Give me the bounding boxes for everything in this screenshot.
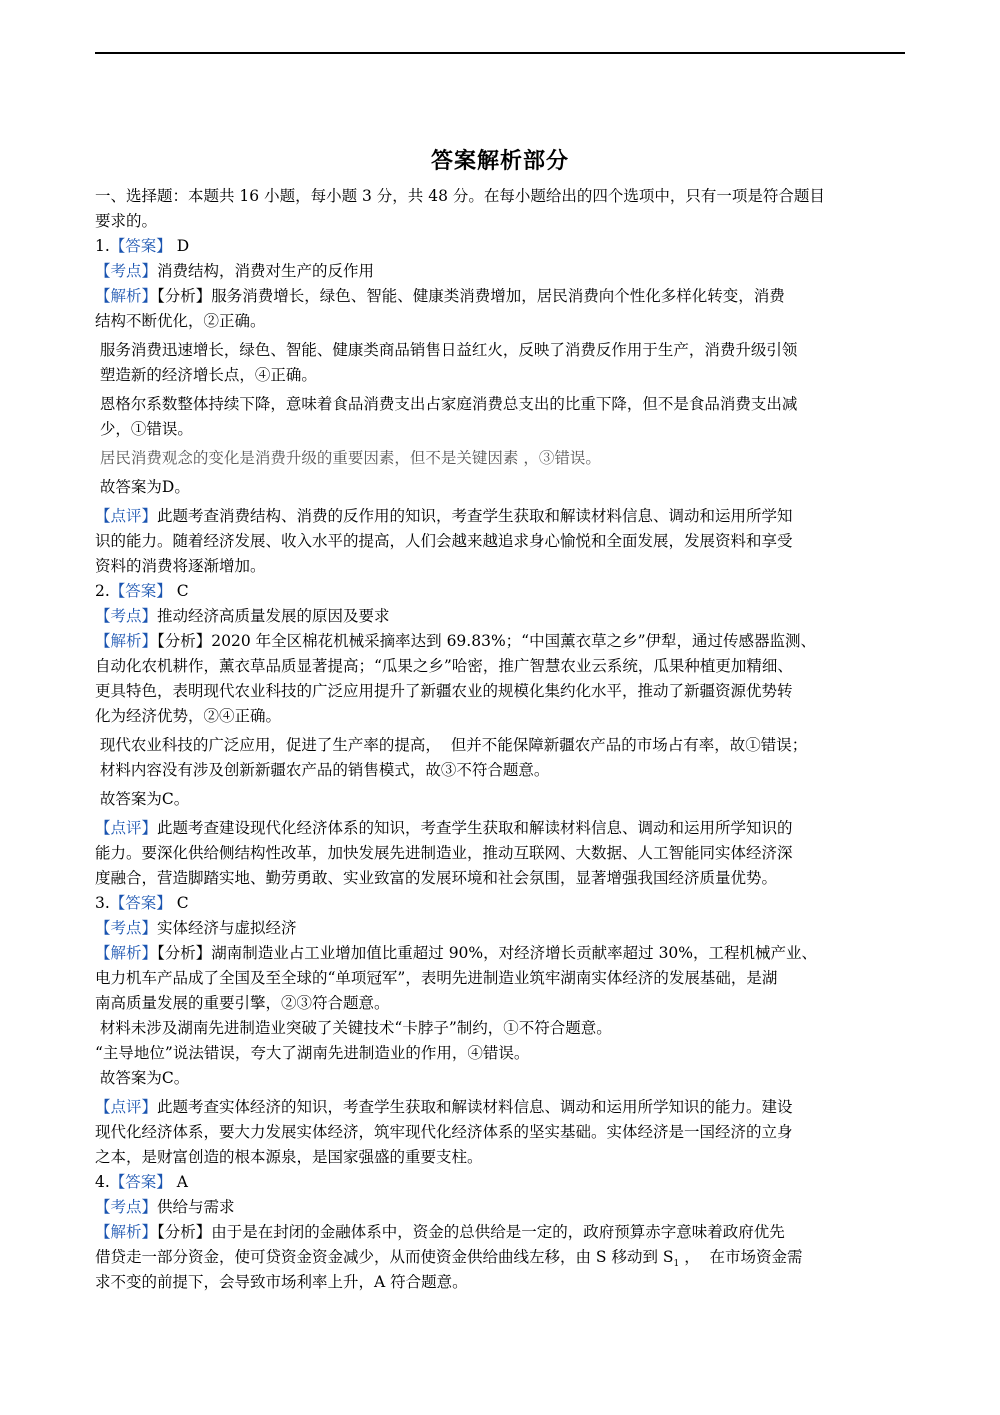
q1-analysis-line: 服务消费迅速增长，绿色、智能、健康类商品销售日益红火，反映了消费反作用于生产，消费升级引领 [95,341,798,359]
kaodian-tag: 【考点】 [95,1198,158,1216]
q3-jiexi-text: 【分析】湖南制造业占工业增加值比重超过 90%，对经济增长贡献率超过 30%，工程机械产业、 [157,944,818,962]
section-heading-line: 要求的。 [95,212,158,230]
q3-kaodian-line [95,916,910,941]
kaodian-tag: 【考点】 [95,607,158,625]
q1-answer-line [95,234,910,259]
q1-jiexi-line [95,284,910,309]
q2-jiexi-line [95,629,910,654]
jiexi-tag: 【解析】 [95,632,158,650]
jiexi-tag: 【解析】 [95,287,158,305]
q2-dianping-text: 此题考查建设现代化经济体系的知识，考查学生获取和解读材料信息、调动和运用所学知识的 [157,819,793,837]
kaodian-tag: 【考点】 [95,919,158,937]
q4-answer-line [95,1170,910,1195]
q4-kaodian-line [95,1195,910,1220]
answer-tag: 【答案】 [109,237,172,255]
q1-analysis-line: 居民消费观念的变化是消费升级的重要因素，但不是关键因素 ，③错误。 [95,449,601,467]
q4-answer: A [171,1173,188,1191]
q1-dianping-line: 资料的消费将逐渐增加。 [95,557,266,575]
q2-analysis-line: 材料内容没有涉及创新新疆农产品的销售模式，故③不符合题意。 [95,761,550,779]
q3-kaodian: 实体经济与虚拟经济 [157,919,297,937]
dianping-tag: 【点评】 [95,507,158,525]
q2-answer: C [171,582,189,600]
q2-jiexi-line: 化为经济优势，②④正确。 [95,707,282,725]
q2-dianping-line [95,816,910,841]
q1-analysis-line: 少，①错误。 [95,420,193,438]
q2-answer-line [95,579,910,604]
q3-answer: C [171,894,189,912]
q4-jiexi-line [95,1220,910,1245]
q4-jiexi-text: ， 在市场资金需 [679,1248,803,1266]
header-rule [95,52,905,54]
section-heading-line: 一、选择题：本题共 16 小题，每小题 3 分，共 48 分。在每小题给出的四个选项中，只有一项是符合题目 [95,187,825,205]
q3-jiexi-line: 南高质量发展的重要引擎，②③符合题意。 [95,994,390,1012]
q2-number: 2. [95,582,110,600]
q2-kaodian-line [95,604,910,629]
jiexi-tag: 【解析】 [95,944,158,962]
q1-jiexi-text: 【分析】服务消费增长，绿色、智能、健康类消费增加，居民消费向个性化多样化转变，消费 [157,287,785,305]
answer-tag: 【答案】 [109,894,172,912]
answer-tag: 【答案】 [109,582,172,600]
q2-jiexi-line: 更具特色，表明现代农业科技的广泛应用提升了新疆农业的规模化集约化水平，推动了新疆资源优势转 [95,682,793,700]
q3-dianping-line: 现代化经济体系，要大力发展实体经济，筑牢现代化经济体系的坚实基础。实体经济是一国经济的立身 [95,1123,793,1141]
q3-dianping-text: 此题考查实体经济的知识，考查学生获取和解读材料信息、调动和运用所学知识的能力。建设 [157,1098,793,1116]
dianping-tag: 【点评】 [95,1098,158,1116]
document-body [95,184,910,1295]
q1-kaodian-line [95,259,910,284]
q2-conclusion: 故答案为C。 [95,790,190,808]
q4-jiexi-line [95,1245,910,1270]
q2-jiexi-text: 【分析】2020 年全区棉花机械采摘率达到 69.83%；“中国薰衣草之乡”伊犁，通过传感器监测、 [157,632,817,650]
q3-analysis-line: 材料未涉及湖南先进制造业突破了关键技术“卡脖子”制约，①不符合题意。 [95,1019,612,1037]
q1-analysis-line: 塑造新的经济增长点，④正确。 [95,366,317,384]
q3-number: 3. [95,894,110,912]
q3-conclusion: 故答案为C。 [95,1069,190,1087]
q1-dianping-text: 此题考查消费结构、消费的反作用的知识，考查学生获取和解读材料信息、调动和运用所学知 [157,507,793,525]
q1-dianping-line: 识的能力。随着经济发展、收入水平的提高，人们会越来越追求身心愉悦和全面发展，发展资料和享受 [95,532,793,550]
q1-analysis-line: 恩格尔系数整体持续下降，意味着食品消费支出占家庭消费总支出的比重下降，但不是食品消费支出减 [95,395,798,413]
q4-jiexi-text: 借贷走一部分资金，使可贷资金资金减少，从而使资金供给曲线左移，由 S 移动到 S [95,1248,674,1266]
kaodian-tag: 【考点】 [95,262,158,280]
q3-jiexi-line: 电力机车产品成了全国及至全球的“单项冠军”，表明先进制造业筑牢湖南实体经济的发展基础，是湖 [95,969,778,987]
q2-kaodian: 推动经济高质量发展的原因及要求 [157,607,390,625]
dianping-tag: 【点评】 [95,819,158,837]
q1-jiexi-line: 结构不断优化，②正确。 [95,312,266,330]
q3-dianping-line: 之本，是财富创造的根本源泉，是国家强盛的重要支柱。 [95,1148,483,1166]
q4-kaodian: 供给与需求 [157,1198,235,1216]
q2-dianping-line: 能力。要深化供给侧结构性改革，加快发展先进制造业，推动互联网、大数据、人工智能同实体经济深 [95,844,793,862]
q2-analysis-line: 现代农业科技的广泛应用，促进了生产率的提高， 但并不能保障新疆农产品的市场占有率，故①错误； [95,736,808,754]
q3-analysis-line: “主导地位”说法错误，夸大了湖南先进制造业的作用，④错误。 [95,1044,530,1062]
q4-number: 4. [95,1173,110,1191]
q3-answer-line [95,891,910,916]
q1-kaodian: 消费结构，消费对生产的反作用 [157,262,375,280]
q4-jiexi-line: 求不变的前提下，会导致市场利率上升，A 符合题意。 [95,1273,468,1291]
q3-jiexi-line [95,941,910,966]
jiexi-tag: 【解析】 [95,1223,158,1241]
q2-jiexi-line: 自动化农机耕作，薰衣草品质显著提高；“瓜果之乡”哈密，推广智慧农业云系统，瓜果种植更加精细、 [95,657,793,675]
q2-dianping-line: 度融合，营造脚踏实地、勤劳勇敢、实业致富的发展环境和社会氛围，显著增强我国经济质量优势。 [95,869,778,887]
page-title: 答案解析部分 [430,148,569,174]
q1-dianping-line [95,504,910,529]
answer-tag: 【答案】 [109,1173,172,1191]
q1-conclusion: 故答案为D。 [95,478,190,496]
q4-jiexi-text: 【分析】由于是在封闭的金融体系中，资金的总供给是一定的，政府预算赤字意味着政府优先 [157,1223,785,1241]
q1-answer: D [171,237,190,255]
q3-dianping-line [95,1095,910,1120]
q1-number: 1. [95,237,110,255]
subscript: 1 [673,1259,680,1270]
